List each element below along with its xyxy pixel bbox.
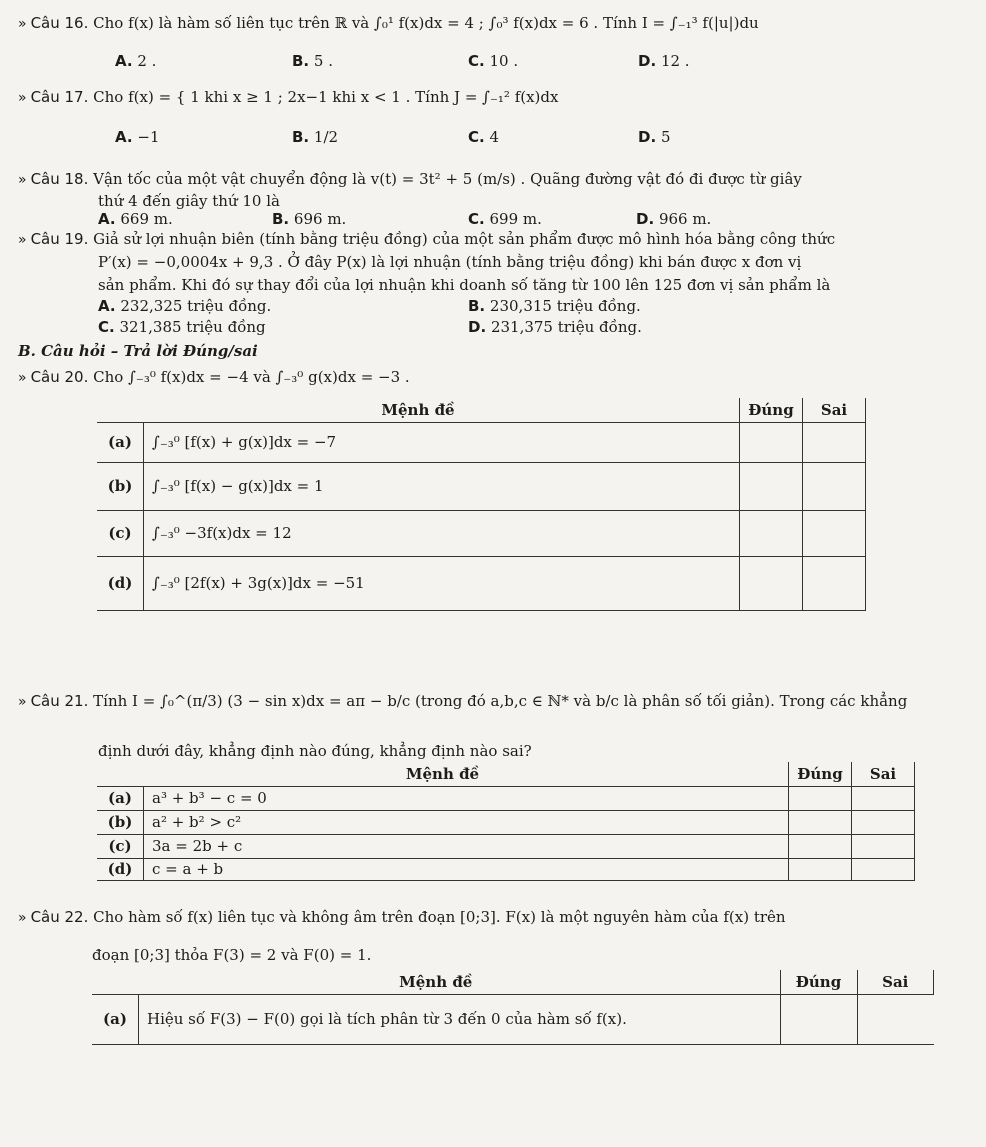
- header-statement: Mệnh đề: [97, 762, 789, 786]
- bullet-icon: »: [18, 172, 27, 188]
- option-text: 5 .: [313, 52, 334, 70]
- option-c[interactable]: [468, 210, 542, 228]
- true-false-table: [97, 762, 915, 881]
- option-text: 669 m.: [120, 210, 173, 228]
- row-statement: a² + b² > c²: [144, 810, 789, 834]
- question-label: Câu 19.: [30, 230, 89, 248]
- bullet-icon: »: [18, 694, 27, 710]
- option-d[interactable]: [468, 318, 642, 336]
- option-b[interactable]: [292, 128, 338, 146]
- answer-true-cell[interactable]: [740, 422, 803, 462]
- row-statement: ∫₋₃⁰ [2f(x) + 3g(x)]dx = −51: [144, 556, 740, 610]
- header-statement: Mệnh đề: [92, 970, 780, 994]
- option-c[interactable]: [468, 52, 518, 70]
- option-key: A.: [98, 210, 116, 228]
- option-text: 230,315 triệu đồng.: [489, 297, 641, 315]
- question-21: [18, 692, 907, 710]
- question-text: Giả sử lợi nhuận biên (tính bằng triệu đồng) của một sản phẩm được mô hình hóa bằng công thức: [93, 230, 836, 248]
- table-row: [97, 786, 915, 810]
- option-key: C.: [98, 318, 115, 336]
- header-true: Đúng: [780, 970, 857, 994]
- row-statement: c = a + b: [144, 858, 789, 880]
- question-text-line3: sản phẩm. Khi đó sự thay đổi của lợi nhuận khi doanh số tăng từ 100 lên 125 đơn vị sản phẩm là: [98, 276, 831, 294]
- option-key: B.: [292, 128, 310, 146]
- option-text: 232,325 triệu đồng.: [120, 297, 272, 315]
- table-row: [92, 994, 934, 1044]
- true-false-table: [92, 970, 934, 1045]
- answer-true-cell[interactable]: [740, 510, 803, 556]
- answer-false-cell[interactable]: [852, 834, 915, 858]
- header-false: Sai: [852, 762, 915, 786]
- option-text: 10 .: [489, 52, 519, 70]
- option-b[interactable]: [468, 297, 641, 315]
- row-key: (c): [97, 834, 144, 858]
- question-text-line2: định dưới đây, khẳng định nào đúng, khẳng định nào sai?: [98, 742, 532, 760]
- answer-false-cell[interactable]: [857, 994, 934, 1044]
- table-row: [97, 858, 915, 880]
- table-row: [97, 556, 866, 610]
- question-19: [18, 230, 835, 248]
- option-text: 696 m.: [293, 210, 347, 228]
- row-key: (a): [97, 786, 144, 810]
- row-key: (d): [97, 556, 144, 610]
- option-key: B.: [468, 297, 486, 315]
- question-text: Cho f(x) = { 1 khi x ≥ 1 ; 2x−1 khi x < 1 . Tính J = ∫₋₁² f(x)dx: [93, 88, 559, 106]
- answer-false-cell[interactable]: [803, 556, 866, 610]
- option-text: 231,375 triệu đồng.: [490, 318, 642, 336]
- option-c[interactable]: [468, 128, 499, 146]
- question-label: Câu 21.: [30, 692, 89, 710]
- row-key: (b): [97, 462, 144, 510]
- option-key: B.: [292, 52, 310, 70]
- answer-true-cell[interactable]: [789, 810, 852, 834]
- answer-true-cell[interactable]: [789, 786, 852, 810]
- option-text: 4: [489, 128, 500, 146]
- question-label: Câu 18.: [30, 170, 89, 188]
- option-a[interactable]: [98, 210, 173, 228]
- option-b[interactable]: [272, 210, 346, 228]
- header-false: Sai: [803, 398, 866, 422]
- option-b[interactable]: [292, 52, 333, 70]
- table-row: [97, 810, 915, 834]
- row-statement: ∫₋₃⁰ [f(x) + g(x)]dx = −7: [144, 422, 740, 462]
- row-statement: ∫₋₃⁰ [f(x) − g(x)]dx = 1: [144, 462, 740, 510]
- answer-true-cell[interactable]: [740, 556, 803, 610]
- answer-true-cell[interactable]: [789, 834, 852, 858]
- answer-false-cell[interactable]: [852, 810, 915, 834]
- row-key: (b): [97, 810, 144, 834]
- question-22: [18, 908, 786, 926]
- question-16: [18, 14, 759, 32]
- row-statement: Hiệu số F(3) − F(0) gọi là tích phân từ 3 đến 0 của hàm số f(x).: [139, 994, 781, 1044]
- bullet-icon: »: [18, 370, 27, 386]
- option-c[interactable]: [98, 318, 266, 336]
- question-text-line2: P′(x) = −0,0004x + 9,3 . Ở đây P(x) là lợi nhuận (tính bằng triệu đồng) khi bán được x đơn vị: [98, 253, 802, 271]
- answer-true-cell[interactable]: [780, 994, 857, 1044]
- answer-true-cell[interactable]: [740, 462, 803, 510]
- option-key: D.: [638, 128, 657, 146]
- row-statement: ∫₋₃⁰ −3f(x)dx = 12: [144, 510, 740, 556]
- option-text: 12 .: [660, 52, 690, 70]
- option-d[interactable]: [638, 52, 690, 70]
- question-20: [18, 368, 410, 386]
- question-text: Cho ∫₋₃⁰ f(x)dx = −4 và ∫₋₃⁰ g(x)dx = −3 .: [93, 368, 410, 386]
- option-key: C.: [468, 52, 485, 70]
- question-text: Cho f(x) là hàm số liên tục trên ℝ và ∫₀¹ f(x)dx = 4 ; ∫₀³ f(x)dx = 6 . Tính I = ∫₋₁³ f(|u|)du: [93, 14, 759, 32]
- question-label: Câu 17.: [30, 88, 89, 106]
- option-d[interactable]: [638, 128, 670, 146]
- row-key: (d): [97, 858, 144, 880]
- option-a[interactable]: [98, 297, 271, 315]
- row-key: (a): [92, 994, 139, 1044]
- option-text: 1/2: [313, 128, 339, 146]
- answer-false-cell[interactable]: [852, 858, 915, 880]
- true-false-table: [97, 398, 866, 611]
- row-key: (a): [97, 422, 144, 462]
- option-text: 2 .: [137, 52, 157, 70]
- question-text-line2: thứ 4 đến giây thứ 10 là: [98, 192, 280, 210]
- option-text: 699 m.: [489, 210, 542, 228]
- row-statement: 3a = 2b + c: [144, 834, 789, 858]
- question-label: Câu 22.: [30, 908, 89, 926]
- option-key: A.: [115, 128, 133, 146]
- option-text: 966 m.: [658, 210, 712, 228]
- question-text: Vận tốc của một vật chuyển động là v(t) = 3t² + 5 (m/s) . Quãng đường vật đó đi được từ giây: [93, 170, 802, 188]
- bullet-icon: »: [18, 16, 27, 32]
- option-key: D.: [638, 52, 657, 70]
- option-text: −1: [137, 128, 160, 146]
- question-text: Cho hàm số f(x) liên tục và không âm trên đoạn [0;3]. F(x) là một nguyên hàm của f(x) trên: [93, 908, 786, 926]
- question-text: Tính I = ∫₀^(π/3) (3 − sin x)dx = aπ − b/c (trong đó a,b,c ∈ ℕ* và b/c là phân số tối giản). Trong các khẳng: [93, 692, 908, 710]
- table-row: [97, 462, 866, 510]
- answer-false-cell[interactable]: [803, 422, 866, 462]
- question-17: [18, 88, 558, 106]
- option-a[interactable]: [115, 128, 160, 146]
- bullet-icon: »: [18, 232, 27, 248]
- option-a[interactable]: [115, 52, 156, 70]
- option-text: 321,385 triệu đồng: [119, 318, 266, 336]
- bullet-icon: »: [18, 90, 27, 106]
- answer-true-cell[interactable]: [789, 858, 852, 880]
- header-false: Sai: [857, 970, 934, 994]
- question-18: [18, 170, 802, 188]
- question-text-line2: đoạn [0;3] thỏa F(3) = 2 và F(0) = 1.: [92, 946, 372, 964]
- answer-false-cell[interactable]: [803, 510, 866, 556]
- table-row: [97, 422, 866, 462]
- row-key: (c): [97, 510, 144, 556]
- option-d[interactable]: [636, 210, 711, 228]
- row-statement: a³ + b³ − c = 0: [144, 786, 789, 810]
- option-text: 5: [660, 128, 671, 146]
- table-row: [97, 510, 866, 556]
- option-key: D.: [468, 318, 487, 336]
- section-heading: B. Câu hỏi – Trả lời Đúng/sai: [18, 342, 258, 360]
- option-key: D.: [636, 210, 655, 228]
- header-true: Đúng: [789, 762, 852, 786]
- option-key: C.: [468, 128, 485, 146]
- answer-false-cell[interactable]: [803, 462, 866, 510]
- option-key: C.: [468, 210, 485, 228]
- header-statement: Mệnh đề: [97, 398, 740, 422]
- header-true: Đúng: [740, 398, 803, 422]
- bullet-icon: »: [18, 910, 27, 926]
- option-key: A.: [98, 297, 116, 315]
- table-row: [97, 834, 915, 858]
- answer-false-cell[interactable]: [852, 786, 915, 810]
- option-key: B.: [272, 210, 290, 228]
- option-key: A.: [115, 52, 133, 70]
- question-label: Câu 20.: [30, 368, 89, 386]
- question-label: Câu 16.: [30, 14, 89, 32]
